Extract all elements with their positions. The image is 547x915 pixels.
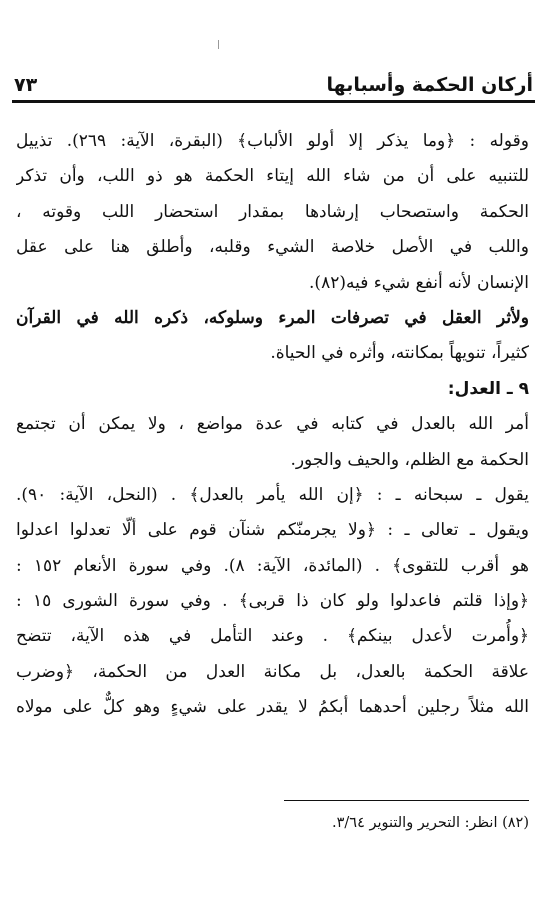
body-text bbox=[16, 124, 529, 726]
stray-mark bbox=[218, 40, 219, 49]
body-line: واللب في الأصل خلاصة الشيء وقلبه، وأطلق هنا على عقل bbox=[16, 237, 529, 258]
body-line: وقوله : ﴿وما يذكر إلا أولو الألباب﴾ (البقرة، الآية: ٢٦٩). تذييل bbox=[16, 131, 529, 151]
body-line: كثيراً، تنويهاً بمكانته، وأثره في الحياة. bbox=[270, 343, 529, 364]
body-line: هو أقرب للتقوى﴾ . (المائدة، الآية: ٨). وفي سورة الأنعام ١٥٢ : bbox=[16, 555, 529, 576]
body-line: الإنسان لأنه أنفع شيء فيه(٨٢). bbox=[309, 272, 529, 293]
body-line: الحكمة واستصحاب إرشادها بمقدار استحضار اللب وقوته ، bbox=[16, 201, 529, 222]
section-heading: ٩ ـ العدل: bbox=[447, 378, 529, 399]
body-line: يقول ـ سبحانه ـ : ﴿إن الله يأمر بالعدل﴾ . (النحل، الآية: ٩٠). bbox=[16, 484, 529, 505]
running-title: أركان الحكمة وأسبابها bbox=[326, 74, 533, 96]
body-line: علاقة الحكمة بالعدل، بل مكانة العدل من الحكمة، ﴿وضرب bbox=[16, 661, 529, 682]
body-line: ويقول ـ تعالى ـ : ﴿ولا يجرمنّكم شنآن قوم على ألّا تعدلوا اعدلوا bbox=[16, 520, 529, 541]
page-header bbox=[14, 60, 533, 98]
body-line: الحكمة مع الظلم، والحيف والجور. bbox=[290, 449, 529, 470]
page-number: ٧٣ bbox=[14, 74, 38, 96]
body-line: ﴿وأُمرت لأعدل بينكم﴾ . وعند التأمل في هذه الآية، تتضح bbox=[16, 626, 529, 647]
body-line: ولأثر العقل في تصرفات المرء وسلوكه، ذكره الله في القرآن bbox=[16, 307, 529, 328]
footnote-rule bbox=[284, 800, 529, 801]
body-line: للتنبيه على أن من شاء الله إيتاء الحكمة هو ذو اللب، وأن تذكر bbox=[16, 166, 529, 187]
header-rule bbox=[12, 100, 535, 103]
body-line: أمر الله بالعدل في كتابه في عدة مواضع ، ولا يمكن أن تجتمع bbox=[16, 414, 529, 435]
footnote: (٨٢) انظر: التحرير والتنوير ٣/٦٤. bbox=[332, 815, 529, 831]
body-line: ﴿وإذا قلتم فاعدلوا ولو كان ذا قربى﴾ . وفي سورة الشورى ١٥ : bbox=[16, 591, 529, 612]
body-line: الله مثلاً رجلين أحدهما أبكمُ لا يقدر على شيءٍ وهو كلٌّ على مولاه bbox=[16, 697, 529, 718]
